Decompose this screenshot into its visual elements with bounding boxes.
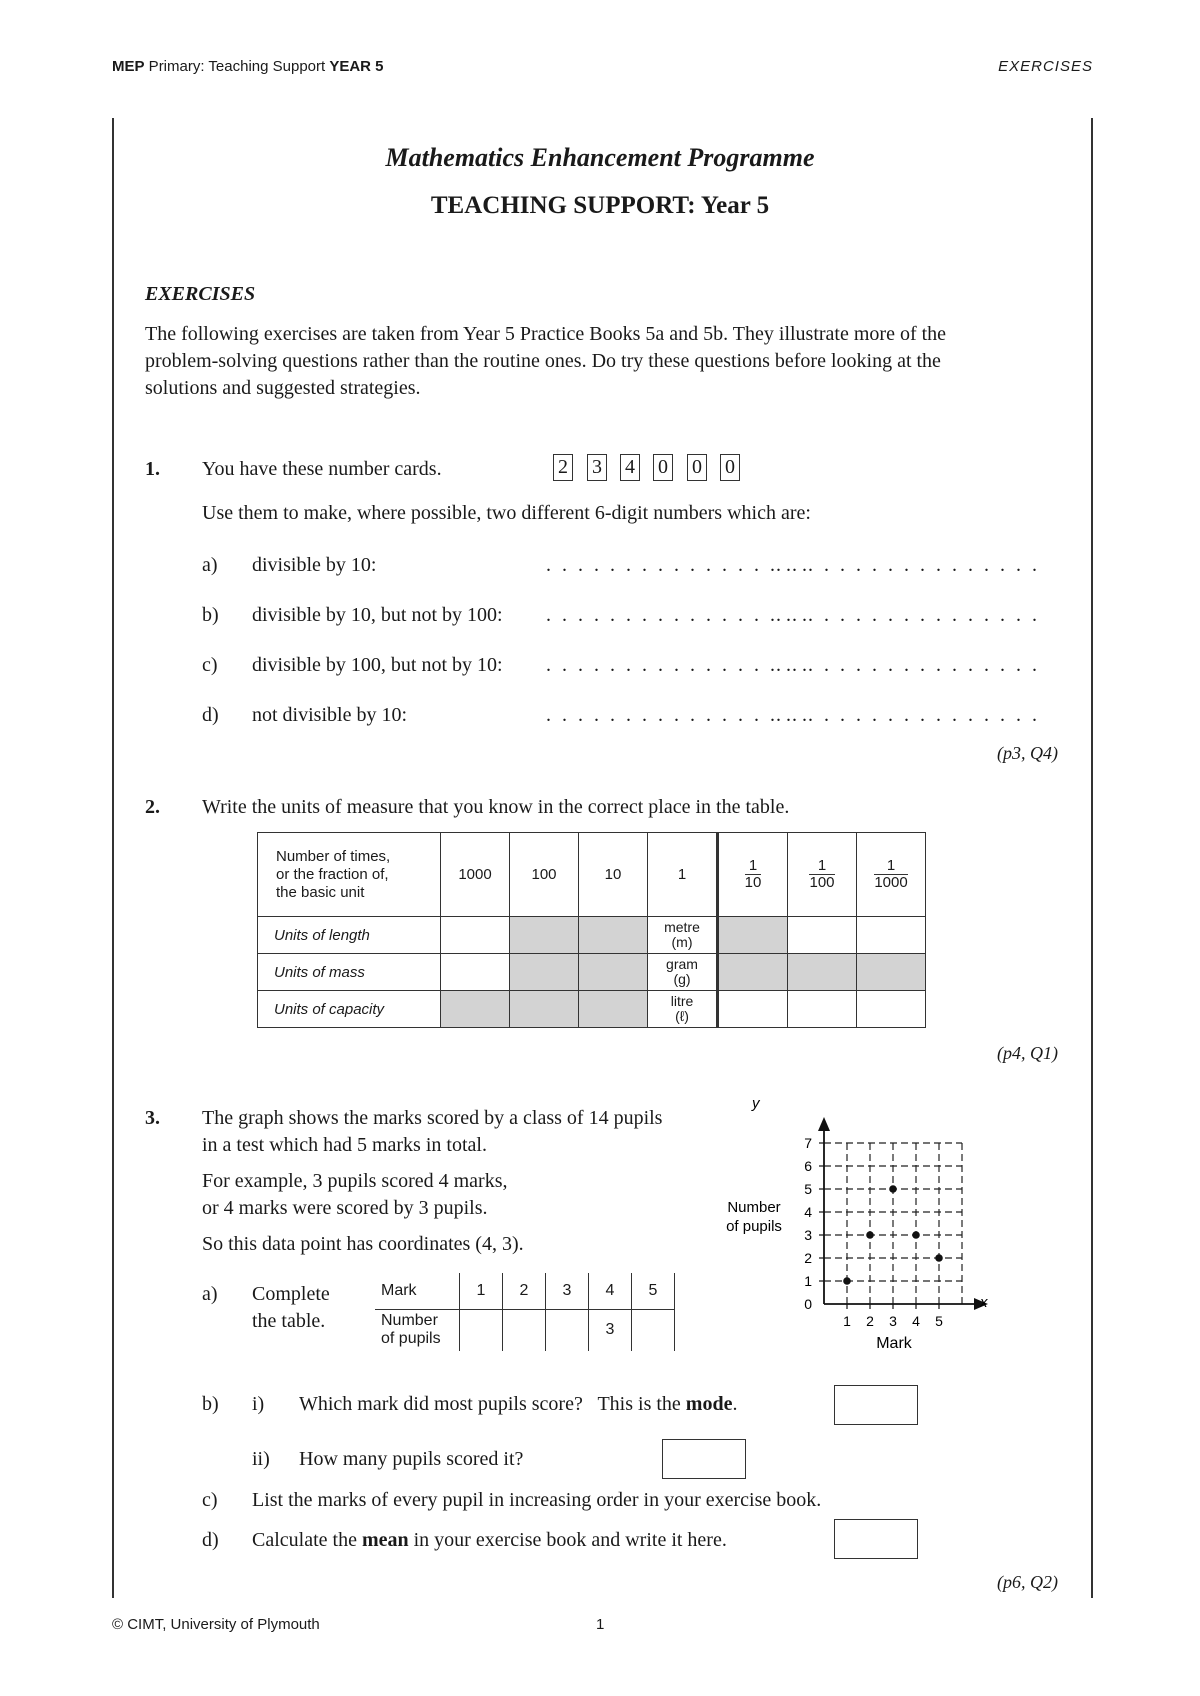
mode-term: mode — [685, 1393, 733, 1415]
q3b-ii-label: ii) — [252, 1448, 270, 1470]
answer-cell[interactable] — [441, 917, 510, 954]
mark-cell: 2 — [503, 1273, 546, 1309]
answer-dots[interactable]: . . . . . . . . . . . . . . . . . — [546, 704, 810, 726]
left-margin-line — [112, 118, 114, 1598]
q3a-text-1: Complete — [252, 1283, 330, 1305]
mark-cell: 1 — [460, 1273, 503, 1309]
unit-abbr: (g) — [673, 971, 691, 987]
pupils-cell[interactable] — [546, 1309, 589, 1351]
q1d-label: d) — [202, 704, 219, 726]
shaded-cell — [788, 954, 857, 991]
col-header: 1000 — [441, 833, 510, 917]
col-header-fraction — [788, 833, 857, 917]
numerator: 1 — [809, 858, 834, 875]
unit-name: metre — [664, 919, 700, 935]
pupils-label-line: of pupils — [381, 1330, 441, 1348]
col-header: 10 — [579, 833, 648, 917]
q1d-text: not divisible by 10: — [252, 704, 407, 726]
y-axis-arrow — [818, 1117, 830, 1131]
number-card: 4 — [620, 454, 640, 481]
q3a-text-2: the table. — [252, 1310, 326, 1332]
col-header-fraction — [718, 833, 788, 917]
q3b-label: b) — [202, 1393, 219, 1415]
q3-line-5: So this data point has coordinates (4, 3). — [202, 1233, 524, 1255]
page-title: TEACHING SUPPORT: Year 5 — [430, 192, 770, 219]
mark-row-label: Mark — [375, 1273, 460, 1309]
y-tick-label: 5 — [804, 1181, 812, 1197]
programme-title: Mathematics Enhancement Programme — [385, 143, 815, 172]
answer-cell[interactable] — [788, 917, 857, 954]
shaded-cell — [510, 991, 579, 1028]
header-year: YEAR 5 — [329, 58, 384, 75]
data-point — [912, 1231, 920, 1239]
answer-cell[interactable] — [718, 991, 788, 1028]
unit-abbr: (ℓ) — [675, 1008, 689, 1024]
x-tick-label: 5 — [935, 1313, 943, 1329]
shaded-cell — [510, 954, 579, 991]
q3-reference: (p6, Q2) — [997, 1572, 1058, 1592]
intro-line-2: problem-solving questions rather than the routine ones. Do try these questions before looking at the — [145, 350, 941, 372]
col-header-fraction — [857, 833, 926, 917]
answer-dots[interactable]: . . . . . . . . . . . . . . . . . — [776, 604, 1040, 626]
q1c-label: c) — [202, 654, 218, 676]
y-axis-letter: y — [752, 1095, 760, 1112]
q3-line-1: The graph shows the marks scored by a class of 14 pupils — [202, 1107, 663, 1129]
base-unit-cell — [648, 917, 718, 954]
mark-cell: 3 — [546, 1273, 589, 1309]
pupils-cell[interactable] — [460, 1309, 503, 1351]
data-point — [866, 1231, 874, 1239]
shaded-cell — [857, 954, 926, 991]
x-tick-label: 2 — [866, 1313, 874, 1329]
x-tick-label: 3 — [889, 1313, 897, 1329]
q3b-i-question: Which mark did most pupils score? This is the — [299, 1393, 686, 1415]
number-card: 0 — [687, 454, 707, 481]
q3d-text-start: Calculate the — [252, 1529, 362, 1551]
base-unit-cell — [648, 991, 718, 1028]
mark-cell: 4 — [589, 1273, 632, 1309]
answer-dots[interactable]: . . . . . . . . . . . . . . . . . — [776, 654, 1040, 676]
y-axis-label-line-2: of pupils — [726, 1218, 782, 1235]
y-tick-label: 2 — [804, 1250, 812, 1266]
intro-line-3: solutions and suggested strategies. — [145, 377, 421, 399]
pupils-cell[interactable] — [632, 1309, 675, 1351]
numerator: 1 — [745, 858, 762, 875]
q3-line-3: For example, 3 pupils scored 4 marks, — [202, 1170, 508, 1192]
answer-cell[interactable] — [857, 917, 926, 954]
q3b-i-label: i) — [252, 1393, 265, 1415]
shaded-cell — [579, 917, 648, 954]
number-card: 0 — [653, 454, 673, 481]
q1b-text: divisible by 10, but not by 100: — [252, 604, 503, 626]
denominator: 1000 — [874, 874, 908, 891]
data-point — [889, 1185, 897, 1193]
fraction — [809, 858, 834, 891]
q3b-ii-text: How many pupils scored it? — [299, 1448, 524, 1470]
q3a-label: a) — [202, 1283, 218, 1305]
header-title: Primary: Teaching Support — [144, 58, 330, 75]
q3c-label: c) — [202, 1489, 218, 1511]
mark-cell: 5 — [632, 1273, 675, 1309]
pupils-cell[interactable]: 3 — [589, 1309, 632, 1351]
denominator: 100 — [809, 874, 835, 891]
fraction — [874, 858, 907, 891]
q3b-i-end: . — [732, 1393, 738, 1415]
q1-number: 1. — [145, 458, 160, 480]
q2-text: Write the units of measure that you know in the correct place in the table. — [202, 796, 790, 818]
y-tick-label: 0 — [804, 1296, 812, 1312]
intro-line-1: The following exercises are taken from Year 5 Practice Books 5a and 5b. They illustrate more of the — [145, 323, 947, 345]
mean-answer-box[interactable] — [834, 1519, 918, 1559]
q3-number: 3. — [145, 1107, 160, 1129]
fraction — [745, 858, 762, 891]
unit-abbr: (m) — [671, 934, 693, 950]
answer-cell[interactable] — [788, 991, 857, 1028]
pupils-label-line: Number — [381, 1312, 438, 1330]
right-margin-line — [1091, 118, 1093, 1598]
mode-answer-box[interactable] — [834, 1385, 918, 1425]
base-unit-cell — [648, 954, 718, 991]
number-card: 0 — [720, 454, 740, 481]
mean-term: mean — [361, 1529, 409, 1551]
header-label-line: Number of times, — [276, 847, 391, 865]
q3b-i-text — [299, 1393, 737, 1416]
shaded-cell — [579, 991, 648, 1028]
exercises-heading: EXERCISES — [145, 283, 256, 305]
pupils-row-label — [375, 1309, 460, 1351]
x-tick-label: 1 — [843, 1313, 851, 1329]
header-label-line: or the fraction of, — [276, 865, 389, 883]
answer-dots[interactable]: . . . . . . . . . . . . . . . . . — [546, 654, 810, 676]
q2-number: 2. — [145, 796, 160, 818]
x-axis-label: Mark — [876, 1335, 912, 1352]
y-tick-label: 4 — [804, 1204, 812, 1220]
copyright-footer: © CIMT, University of Plymouth — [112, 1616, 320, 1633]
data-point — [843, 1277, 851, 1285]
q1-reference: (p3, Q4) — [997, 743, 1058, 763]
y-tick-label: 3 — [804, 1227, 812, 1243]
answer-dots[interactable]: . . . . . . . . . . . . . . . . . — [546, 604, 810, 626]
pupils-cell[interactable] — [503, 1309, 546, 1351]
q3-line-2: in a test which had 5 marks in total. — [202, 1134, 487, 1156]
unit-name: litre — [670, 993, 694, 1009]
x-axis-letter: x — [980, 1294, 988, 1311]
graph-ticks — [804, 1135, 943, 1329]
marks-table — [375, 1273, 675, 1351]
q1a-label: a) — [202, 554, 218, 576]
page-number: 1 — [596, 1616, 605, 1633]
running-header-right: EXERCISES — [998, 58, 1093, 75]
answer-dots[interactable]: . . . . . . . . . . . . . . . . . — [776, 554, 1040, 576]
q3d-text-end: in your exercise book and write it here. — [408, 1529, 727, 1551]
data-point — [935, 1254, 943, 1262]
q1-text: You have these number cards. — [202, 458, 442, 480]
answer-dots[interactable]: . . . . . . . . . . . . . . . . . — [776, 704, 1040, 726]
denominator: 10 — [744, 874, 762, 891]
units-table — [257, 832, 926, 1028]
q1-instruction: Use them to make, where possible, two different 6-digit numbers which are: — [202, 502, 811, 524]
shaded-cell — [718, 917, 788, 954]
y-tick-label: 6 — [804, 1158, 812, 1174]
row-label-capacity: Units of capacity — [258, 991, 441, 1028]
q1c-text: divisible by 100, but not by 10: — [252, 654, 503, 676]
pupils-answer-box[interactable] — [662, 1439, 746, 1479]
x-tick-label: 4 — [912, 1313, 920, 1329]
q3d-text — [252, 1529, 727, 1552]
q3c-text: List the marks of every pupil in increasing order in your exercise book. — [252, 1489, 822, 1511]
q2-reference: (p4, Q1) — [997, 1043, 1058, 1063]
answer-cell[interactable] — [441, 954, 510, 991]
col-header: 100 — [510, 833, 579, 917]
y-tick-label: 7 — [804, 1135, 812, 1151]
marks-graph — [700, 1090, 1000, 1360]
numerator: 1 — [874, 858, 907, 875]
header-label-line: the basic unit — [276, 883, 365, 901]
header-brand: MEP — [112, 58, 145, 75]
row-label-mass: Units of mass — [258, 954, 441, 991]
shaded-cell — [510, 917, 579, 954]
answer-cell[interactable] — [857, 991, 926, 1028]
running-header-left — [112, 58, 384, 75]
answer-dots[interactable]: . . . . . . . . . . . . . . . . . — [546, 554, 810, 576]
shaded-cell — [579, 954, 648, 991]
y-tick-label: 1 — [804, 1273, 812, 1289]
row-label-length: Units of length — [258, 917, 441, 954]
unit-name: gram — [666, 956, 698, 972]
col-header: 1 — [648, 833, 718, 917]
shaded-cell — [718, 954, 788, 991]
q3d-label: d) — [202, 1529, 219, 1551]
q1a-text: divisible by 10: — [252, 554, 377, 576]
q1b-label: b) — [202, 604, 219, 626]
y-axis-label-line-1: Number — [727, 1199, 781, 1216]
number-card: 2 — [553, 454, 573, 481]
q3-line-4: or 4 marks were scored by 3 pupils. — [202, 1197, 488, 1219]
shaded-cell — [441, 991, 510, 1028]
number-card: 3 — [587, 454, 607, 481]
table-header-label — [258, 833, 441, 917]
